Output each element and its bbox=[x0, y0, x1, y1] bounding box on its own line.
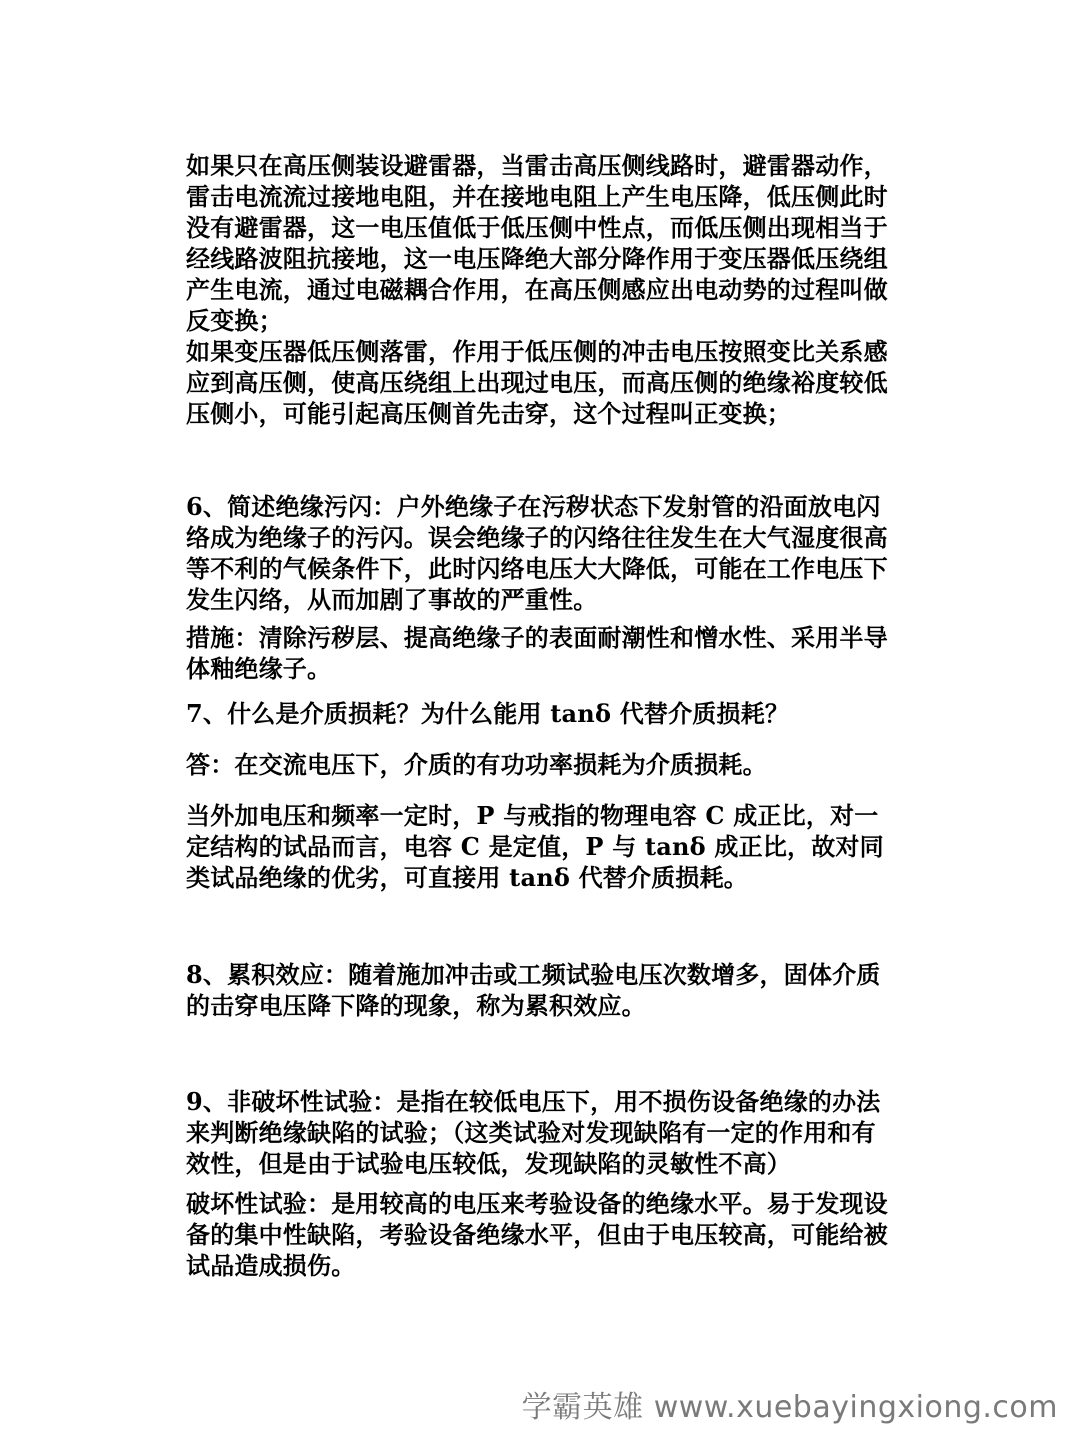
paragraph-q7-explanation: 当外加电压和频率一定时，P 与戒指的物理电容 C 成正比，对一定结构的试品而言，电容 C 是定值，P 与 tanδ 成正比，故对同类试品绝缘的优劣，可直接用 tanδ 代替介质损耗。 bbox=[186, 801, 884, 892]
paragraph-q6-measures: 措施：清除污秽层、提高绝缘子的表面耐潮性和憎水性、采用半导体釉绝缘子。 bbox=[186, 623, 888, 683]
watermark: 学霸英雄 www.xuebayingxiong.com bbox=[521, 1390, 1058, 1425]
paragraph-q9-nondestructive-test: 9、非破坏性试验：是指在较低电压下，用不损伤设备绝缘的办法来判断绝缘缺陷的试验；（这类试验对发现缺陷有一定的作用和有效性，但是由于试验电压较低，发现缺陷的灵敏性不高） bbox=[186, 1087, 881, 1178]
paragraph-q6-pollution-flashover: 6、简述绝缘污闪：户外绝缘子在污秽状态下发射管的沿面放电闪络成为绝缘子的污闪。误会绝缘子的闪络往往发生在大气湿度很高等不利的气候条件下，此时闪络电压大大降低，可能在工作电压下发生闪络，从而加剧了事故的严重性。 bbox=[186, 492, 888, 614]
paragraph-q8-cumulative-effect: 8、累积效应：随着施加冲击或工频试验电压次数增多，固体介质的击穿电压降下降的现象，称为累积效应。 bbox=[186, 960, 881, 1020]
paragraph-reverse-transform: 如果只在高压侧装设避雷器，当雷击高压侧线路时，避雷器动作，雷击电流流过接地电阻，并在接地电阻上产生电压降，低压侧此时没有避雷器，这一电压值低于低压侧中性点，而低压侧出现相当于经线路波阻抗接地，这一电压降绝大部分降作用于变压器低压绕组产生电流，通过电磁耦合作用，在高压侧感应出电动势的过程叫做反变换； bbox=[186, 151, 888, 335]
paragraph-q7-question: 7、什么是介质损耗？为什么能用 tanδ 代替介质损耗？ bbox=[186, 699, 790, 728]
paragraph-q7-answer: 答：在交流电压下，介质的有功功率损耗为介质损耗。 bbox=[186, 750, 767, 779]
paragraph-forward-transform: 如果变压器低压侧落雷，作用于低压侧的冲击电压按照变比关系感应到高压侧，使高压绕组上出现过电压，而高压侧的绝缘裕度较低压侧小，可能引起高压侧首先击穿，这个过程叫正变换； bbox=[186, 337, 888, 428]
paragraph-q9-destructive-test: 破坏性试验：是用较高的电压来考验设备的绝缘水平。易于发现设备的集中性缺陷，考验设备绝缘水平，但由于电压较高，可能给被试品造成损伤。 bbox=[186, 1189, 888, 1280]
